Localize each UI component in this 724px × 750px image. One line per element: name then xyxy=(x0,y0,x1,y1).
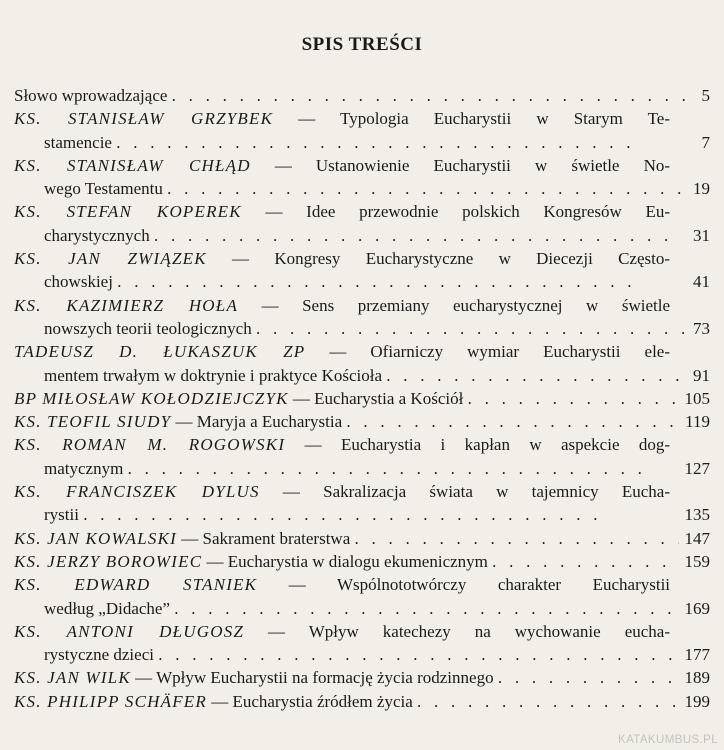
entry-title-continuation: wego Testamentu xyxy=(44,179,163,199)
toc-entry xyxy=(14,573,710,620)
entry-page-number: 159 xyxy=(679,550,711,573)
toc-entry xyxy=(14,620,710,667)
entry-title-continuation: rystyczne dzieci xyxy=(44,645,154,665)
entry-page-number: 189 xyxy=(679,666,711,689)
entry-title: — Eucharystia źródłem życia xyxy=(211,691,413,711)
toc-entry xyxy=(14,84,710,107)
entry-author: TADEUSZ D. ŁUKASZUK ZP xyxy=(14,342,306,362)
entry-author: KS. FRANCISZEK DYLUS xyxy=(14,482,260,502)
entry-title: — Typologia Eucharystii w Starym Te- xyxy=(298,109,670,129)
entry-author: KS. STANISŁAW GRZYBEK xyxy=(14,109,274,129)
entry-title-continuation: chowskiej xyxy=(44,272,113,292)
entry-title-continuation: nowszych teorii teologicznych xyxy=(44,318,252,338)
entry-title: — Sens przemiany eucharystycznej w świetle xyxy=(261,295,670,315)
entry-page-number: 73 xyxy=(687,317,710,340)
entry-page-number: 199 xyxy=(679,690,711,713)
entry-title: — Sakrament braterstwa xyxy=(181,528,351,548)
entry-title-continuation: stamencie xyxy=(44,132,112,152)
toc-entry xyxy=(14,200,710,247)
entry-author: BP MIŁOSŁAW KOŁODZIEJCZYK xyxy=(14,388,289,408)
entry-title: — Wpływ katechezy na wychowanie eucha- xyxy=(268,621,670,641)
entry-page-number: 169 xyxy=(679,597,711,620)
toc-entry xyxy=(14,550,710,573)
toc-entry xyxy=(14,527,710,550)
toc-entry xyxy=(14,154,710,201)
toc-entry xyxy=(14,340,710,387)
entry-title-continuation: matycznym xyxy=(44,458,124,478)
entry-author: KS. ROMAN M. ROGOWSKI xyxy=(14,435,286,455)
entry-author: KS. STANISŁAW CHŁĄD xyxy=(14,155,251,175)
entry-title-continuation: mentem trwałym w doktrynie i praktyce Kościoła xyxy=(44,365,383,385)
toc-entry xyxy=(14,480,710,527)
entry-page-number: 119 xyxy=(679,410,710,433)
toc-entry xyxy=(14,433,710,480)
entry-page-number: 135 xyxy=(679,503,711,526)
entry-author: KS. JERZY BOROWIEC xyxy=(14,551,203,571)
toc-entry xyxy=(14,294,710,341)
entry-title: — Wpływ Eucharystii na formację życia rodzinnego xyxy=(135,668,494,688)
entry-title: Słowo wprowadzające xyxy=(14,86,168,105)
entry-author: KS. JAN ZWIĄZEK xyxy=(14,249,207,269)
toc-entry xyxy=(14,107,710,154)
page-title: SPIS TREŚCI xyxy=(301,34,423,55)
entry-page-number: 127 xyxy=(679,457,711,480)
entry-page-number: 5 xyxy=(696,84,711,107)
entry-title: — Idee przewodnie polskich Kongresów Eu- xyxy=(265,202,671,222)
entry-title: — Eucharystia i kapłan w aspekcie dog- xyxy=(304,435,671,455)
entry-page-number: 19 xyxy=(687,177,710,200)
entry-title-continuation: według „Didache” xyxy=(44,598,171,618)
entry-page-number: 7 xyxy=(696,131,711,154)
entry-title: — Wspólnototwórczy charakter Eucharystii xyxy=(288,575,671,595)
toc-entry xyxy=(14,690,710,713)
entry-author: KS. KAZIMIERZ HOŁA xyxy=(14,295,239,315)
entry-title: — Sakralizacja świata w tajemnicy Eucha- xyxy=(282,482,670,502)
toc-entry xyxy=(14,410,710,433)
entry-author: KS. ANTONI DŁUGOSZ xyxy=(14,621,245,641)
entry-author: KS. STEFAN KOPEREK xyxy=(14,202,242,222)
toc-entry xyxy=(14,247,710,294)
entry-title: — Eucharystia w dialogu ekumenicznym xyxy=(206,551,488,571)
toc-entry xyxy=(14,387,710,410)
entry-title: — Ustanowienie Eucharystii w świetle No- xyxy=(274,155,671,175)
entry-author: KS. EDWARD STANIEK xyxy=(14,575,258,595)
entry-author: KS. JAN WILK xyxy=(14,668,131,688)
entry-page-number: 31 xyxy=(687,224,710,247)
entry-author: KS. PHILIPP SCHÄFER xyxy=(14,691,207,711)
entry-title-continuation: charystycznych xyxy=(44,225,150,245)
entry-title-continuation: rystii xyxy=(44,505,79,525)
entry-author: KS. TEOFIL SIUDY xyxy=(14,412,172,432)
entry-title: — Maryja a Eucharystia xyxy=(175,412,343,432)
entry-page-number: 105 xyxy=(679,387,711,410)
entry-page-number: 147 xyxy=(679,527,711,550)
entry-title: — Ofiarniczy wymiar Eucharystii ele- xyxy=(329,342,670,362)
table-of-contents xyxy=(14,84,710,713)
watermark: KATAKUMBUS.PL xyxy=(618,734,718,746)
entry-page-number: 41 xyxy=(687,270,710,293)
entry-author: KS. JAN KOWALSKI xyxy=(14,528,177,548)
entry-page-number: 177 xyxy=(679,643,711,666)
entry-page-number: 91 xyxy=(687,364,710,387)
entry-title: — Eucharystia a Kościół xyxy=(292,388,464,408)
toc-entry xyxy=(14,666,710,689)
entry-title: — Kongresy Eucharystyczne w Diecezji Często- xyxy=(232,249,670,269)
